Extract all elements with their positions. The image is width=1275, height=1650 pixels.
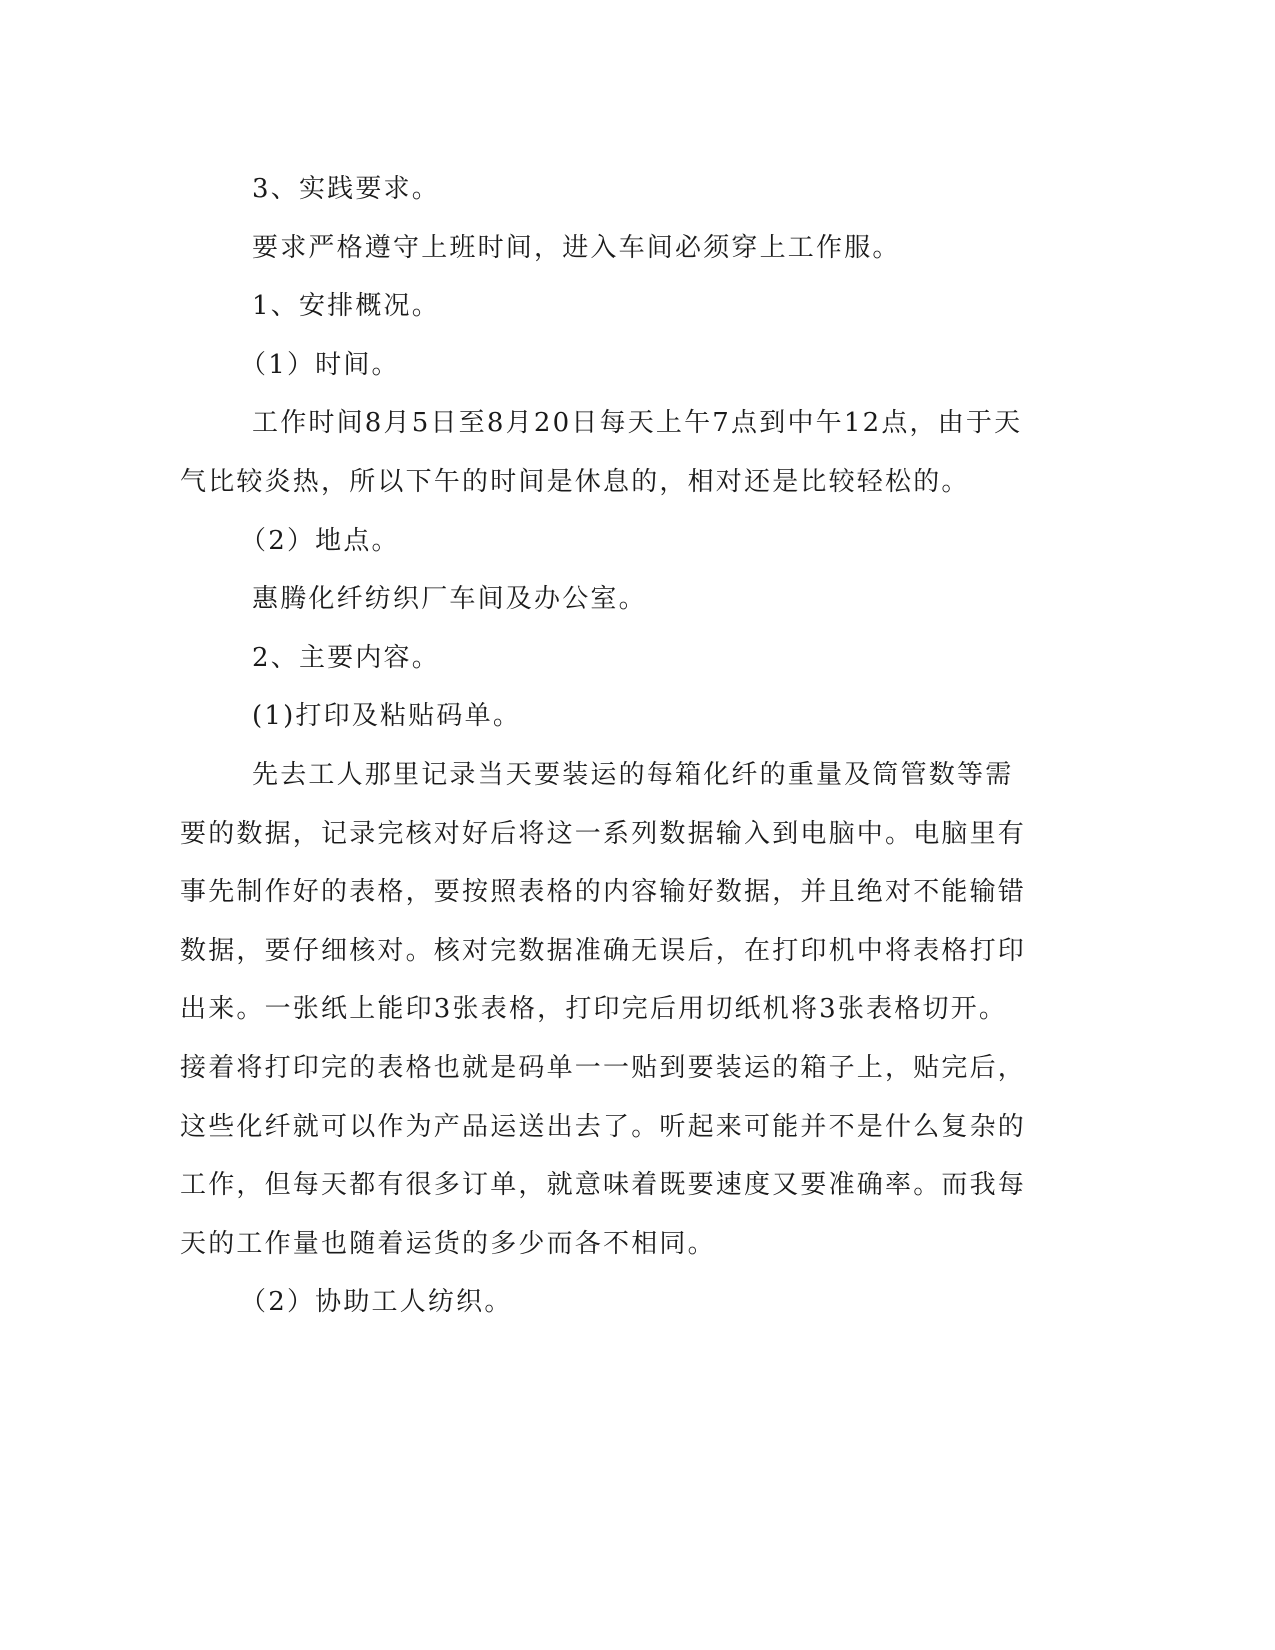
heading-practice-requirements: 3、实践要求。 [252, 174, 440, 204]
subheading-time: （1）时间。 [240, 349, 400, 380]
document-body [180, 160, 1032, 1332]
subheading-assist-weaving: （2）协助工人纺织。 [240, 1287, 513, 1318]
heading-arrangement-overview: 1、安排概况。 [252, 291, 440, 322]
paragraph-work-rules: 要求严格遵守上班时间，进入车间必须穿上工作服。 [252, 232, 901, 263]
subheading-location: （2）地点。 [240, 525, 400, 556]
paragraph-location: 惠腾化纤纺织厂车间及办公室。 [252, 584, 647, 615]
paragraph-print-labels-detail: 先去工人那里记录当天要装运的每箱化纤的重量及筒管数等需要的数据，记录完核对好后将这一系列数据输入到电脑中。电脑里有事先制作好的表格，要按照表格的内容输好数据，并且绝对不能输错数据，要仔细核对。核对完数据准确无误后，在打印机中将表格打印出来。一张纸上能印3张表格，打印完后用切纸机将3张表格切开。接着将打印完的表格也就是码单一一贴到要装运的箱子上，贴完后，这些化纤就可以作为产品运送出去了。听起来可能并不是什么复杂的工作，但每天都有很多订单，就意味着既要速度又要准确率。而我每天的工作量也随着运货的多少而各不相同。 [180, 759, 1027, 1259]
subheading-print-labels: (1)打印及粘贴码单。 [252, 701, 522, 732]
paragraph-work-schedule: 工作时间8月5日至8月20日每天上午7点到中午12点，由于天气比较炎热，所以下午的时间是休息的，相对还是比较轻松的。 [180, 408, 1023, 497]
heading-main-content: 2、主要内容。 [252, 642, 440, 673]
